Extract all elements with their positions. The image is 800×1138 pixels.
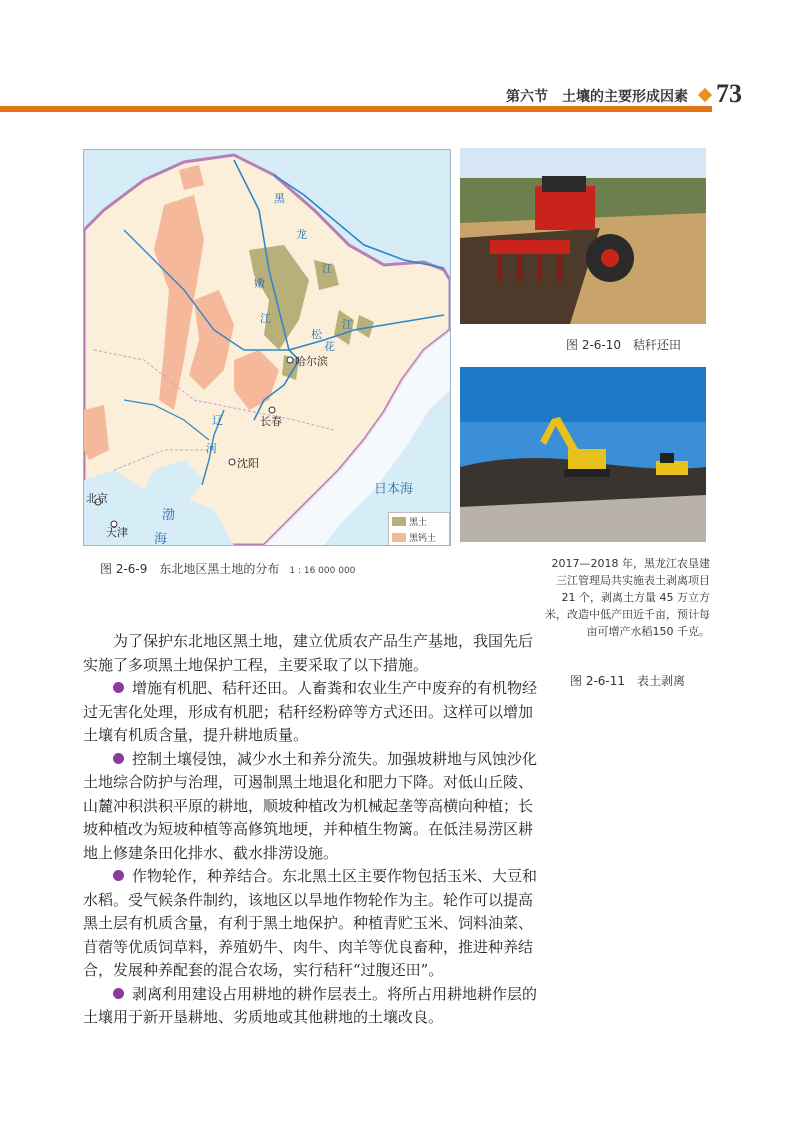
legend-label: 黑钙土	[409, 533, 437, 544]
river-label-long: 龙	[296, 228, 307, 241]
sea-label-bo: 渤	[162, 508, 176, 523]
measure-text: 增施有机肥、秸秆还田。人畜粪和农业生产中废弃的有机物经过无害化处理，形成有机肥；秸秆经粉碎等方式还田。这样可以增加土壤有机质含量，提升耕地质量。	[83, 679, 538, 744]
city-label-harbin: 哈尔滨	[295, 355, 328, 368]
river-label-hua: 花	[324, 340, 335, 353]
excavator-photo-graphic	[460, 367, 706, 542]
topsoil-stripping-photo	[460, 367, 706, 542]
topsoil-note: 2017—2018 年，黑龙江农垦建三江管理局共实施表土剥离项目 21 个，剥离土方量 45 万立方米，改造中低产田近千亩，预计每亩可增产水稻150 千克。	[545, 557, 710, 638]
map-caption-text: 图 2-6-9 东北地区黑土地的分布	[100, 562, 280, 576]
bullet-icon	[113, 682, 124, 693]
river-label-jiang2: 江	[260, 312, 271, 325]
river-label-liao: 辽	[212, 414, 223, 427]
intro-paragraph: 为了保护东北地区黑土地，建立优质农产品生产基地，我国先后实施了多项黑土地保护工程，主要采取了以下措施。	[83, 632, 534, 674]
measure-paragraph-4	[83, 983, 541, 1030]
city-label-tianjin: 天津	[106, 526, 128, 539]
legend-item-chernozem	[389, 529, 449, 545]
page-number: 73	[716, 79, 742, 108]
bullet-icon	[113, 753, 124, 764]
map-scale: 1 : 16 000 000	[289, 566, 356, 576]
sea-label-japan: 日本海	[374, 482, 414, 497]
body-text	[83, 630, 541, 1030]
measure-paragraph-3	[83, 865, 541, 983]
river-label-hei: 黑	[274, 192, 285, 205]
map-caption	[100, 560, 355, 577]
city-label-changchun: 长春	[260, 415, 282, 428]
legend-label: 黑土	[409, 517, 428, 528]
river-label-nen: 嫩	[254, 277, 265, 290]
river-label-song: 松	[311, 328, 322, 341]
river-label-jiang1: 江	[322, 262, 333, 275]
straw-caption: 图 2-6-10 秸秆还田	[566, 338, 682, 352]
measure-text: 控制土壤侵蚀，减少水土和养分流失。加强坡耕地与风蚀沙化土地综合防护与治理，可遏制黑土地退化和肥力下降。对低山丘陵、山麓冲积洪积平原的耕地，顺坡种植改为机械起垄等高横向种植；长坡种植改为短坡种植等高修筑地埂，并种植生物篱。在低洼易涝区耕地上修建条田化排水、截水排涝设施。	[83, 749, 538, 862]
sea-label-hai: 海	[154, 532, 168, 546]
measure-paragraph-1	[83, 677, 541, 748]
legend-item-black-soil	[389, 513, 449, 529]
section-title: 第六节 土壤的主要形成因素	[506, 89, 688, 105]
river-label-jiang3: 江	[342, 318, 353, 331]
city-label-shenyang: 沈阳	[237, 457, 259, 470]
measure-text: 剥离利用建设占用耕地的耕作层表土。将所占用耕地耕作层的土壤用于新开垦耕地、劣质地或其他耕地的土壤改良。	[83, 984, 538, 1026]
page-header	[0, 79, 800, 114]
map-legend	[388, 512, 450, 546]
river-label-he: 河	[206, 442, 217, 455]
city-label-beijing: 北京	[86, 492, 108, 505]
measure-text: 作物轮作，种养结合。东北黑土区主要作物包括玉米、大豆和水稻。受气候条件制约，该地区以旱地作物轮作为主。轮作可以提高黑土层有机质含量，有利于黑土地保护。种植青贮玉米、饲料油菜、苜蓿等优质饲草料，养殖奶牛、肉牛、肉羊等优良畜种，推进种养结合，发展种养配套的混合农场，实行秸秆“过腹还田”。	[83, 867, 538, 979]
measure-paragraph-2	[83, 748, 541, 866]
black-soil-swatch	[392, 517, 406, 526]
northeast-black-soil-map	[83, 149, 451, 546]
chernozem-swatch	[392, 533, 406, 542]
diamond-icon	[698, 88, 712, 102]
header-rule	[0, 106, 712, 112]
straw-returning-photo	[460, 148, 706, 324]
topsoil-caption: 图 2-6-11 表土剥离	[570, 674, 686, 688]
bullet-icon	[113, 988, 124, 999]
bullet-icon	[113, 870, 124, 881]
tractor-photo-graphic	[460, 148, 706, 324]
